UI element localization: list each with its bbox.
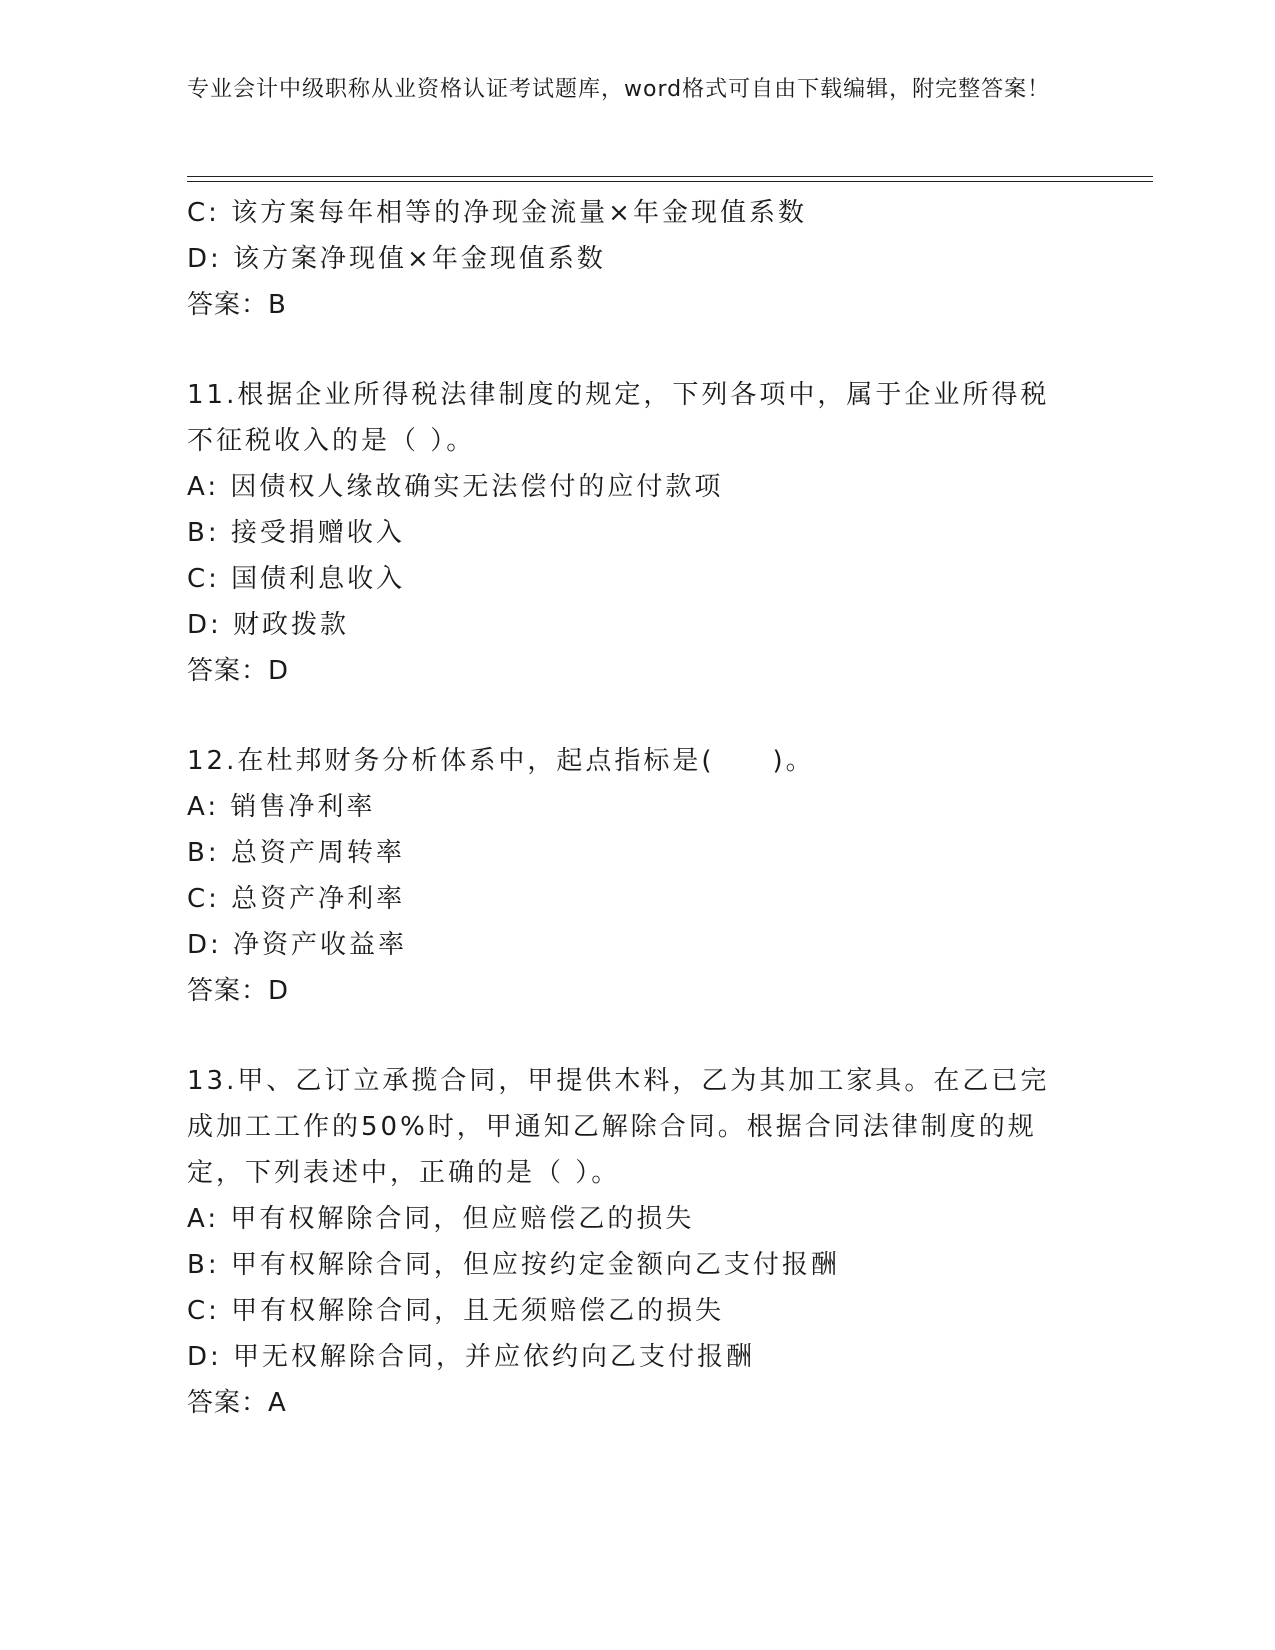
option-d: D: 净资产收益率 (187, 930, 408, 960)
page-header: 专业会计中级职称从业资格认证考试题库，word格式可自由下载编辑，附完整答案！ (187, 77, 1051, 102)
spacer (187, 1014, 1087, 1058)
option-c: C: 国债利息收入 (187, 564, 406, 594)
option-b: B: 接受捐赠收入 (187, 518, 405, 548)
option-b: B: 甲有权解除合同，但应按约定金额向乙支付报酬 (187, 1250, 840, 1280)
spacer (187, 328, 1087, 372)
option-b: B: 总资产周转率 (187, 838, 405, 868)
option-d: D: 甲无权解除合同，并应依约向乙支付报酬 (187, 1342, 756, 1372)
option-c: C: 该方案每年相等的净现金流量×年金现值系数 (187, 198, 807, 228)
question-content (187, 190, 1087, 1426)
option-a: A: 甲有权解除合同，但应赔偿乙的损失 (187, 1204, 695, 1234)
option-a: A: 因债权人缘故确实无法偿付的应付款项 (187, 472, 724, 502)
option-d: D: 该方案净现值×年金现值系数 (187, 244, 606, 274)
question-11 (187, 372, 1087, 694)
header-divider-bottom (187, 181, 1153, 182)
answer: 答案：B (187, 290, 287, 320)
question-stem: 13.甲、乙订立承揽合同，甲提供木料，乙为其加工家具。在乙已完成加工工作的50%时，甲通知乙解除合同。根据合同法律制度的规定，下列表述中，正确的是（ ）。 (187, 1066, 1050, 1188)
question-stem: 11.根据企业所得税法律制度的规定，下列各项中，属于企业所得税不征税收入的是（ ）。 (187, 380, 1050, 456)
previous-question-tail (187, 190, 1087, 328)
question-13 (187, 1058, 1087, 1426)
header-divider-top (187, 176, 1153, 177)
option-c: C: 甲有权解除合同，且无须赔偿乙的损失 (187, 1296, 725, 1326)
answer: 答案：A (187, 1388, 287, 1418)
option-a: A: 销售净利率 (187, 792, 376, 822)
answer: 答案：D (187, 656, 290, 686)
question-stem: 12.在杜邦财务分析体系中，起点指标是( )。 (187, 746, 815, 776)
spacer (187, 694, 1087, 738)
option-c: C: 总资产净利率 (187, 884, 406, 914)
option-d: D: 财政拨款 (187, 610, 350, 640)
answer: 答案：D (187, 976, 290, 1006)
question-12 (187, 738, 1087, 1014)
